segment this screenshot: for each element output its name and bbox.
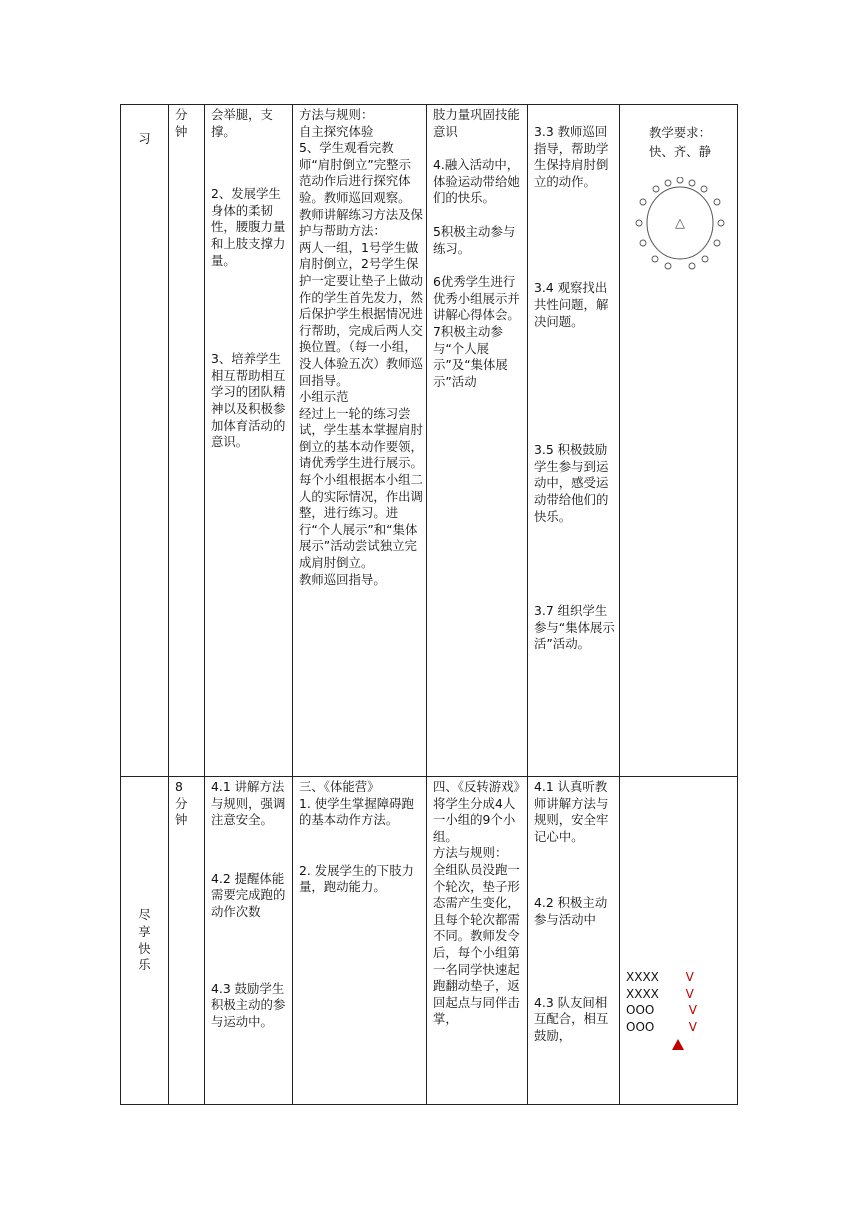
teacher-text: 3.4 观察找出共性问题，解决问题。 <box>534 280 609 329</box>
table-row-enjoy <box>121 777 738 1105</box>
organization-cell <box>620 777 738 1105</box>
teacher-text: 3.7 组织学生参与“集体展示活”活动。 <box>534 603 615 652</box>
requirement-text: 教学要求： 快、齐、静 <box>649 125 711 159</box>
content-cell <box>293 777 427 1105</box>
student-cell <box>427 105 528 777</box>
formation-row: XXXX V <box>626 986 694 1001</box>
teacher-text: 3.3 教师巡回指导，帮助学生保持肩肘倒立的动作。 <box>534 124 609 189</box>
teacher-triangle-icon: △ <box>675 216 685 231</box>
stage-cell: 尽 享 快 乐 <box>121 777 169 1105</box>
student-text: 4.融入活动中，体验运动带给她们的快乐。 <box>433 157 520 206</box>
student-text: 6优秀学生进行优秀小组展示并讲解心得体会。 <box>433 274 520 323</box>
goal-text: 4.1 讲解方法与规则，强调注意安全。 <box>211 779 286 828</box>
goal-text: 2、发展学生身体的柔韧性，腰腹力量和上肢支撑力量。 <box>211 186 286 268</box>
teacher-text: 4.3 队友间相互配合，相互鼓励， <box>534 994 609 1043</box>
student-text: 四、《反转游戏》将学生分成4人一小组的9个小组。 方法与规则： 全组队员没跑一个轮次，垫子形态需产生变化，且每个轮次都需不同。教师发令后，每个小组第一名同学快速起跑翻动垫子，返回起点与同伴击掌， <box>433 779 520 1027</box>
formation-row: OOO V <box>626 1019 697 1034</box>
content-text: 方法与规则： 自主探究体验 5、学生观看完教师“肩肘倒立”完整示范动作后进行探究体验。教师巡回观察。 教师讲解练习方法及保护与帮助方法： 两人一组，1号学生做肩肘倒立，2号学生保护一定要让垫子上做动作的学生首先发力，然后保护学生根据情况进行帮助，完成后两人交换位置。（每一小组，没人体验五次）教师巡回指导。 小组示范 经过上一轮的练习尝试，学生基本掌握肩肘倒立的基本动作要领， 请优秀学生进行展示。每个小组根据本小组二人的实际情况，作出调整，进行练习。进行“个人展示”和“集体展示”活动尝试独立完成肩肘倒立。 教师巡回指导。 <box>299 107 423 587</box>
student-cell <box>427 777 528 1105</box>
formation-row: XXXX V <box>626 970 694 984</box>
team-formation-diagram <box>626 969 734 1050</box>
teacher-marker-icon <box>672 1039 684 1050</box>
teacher-text: 4.2 积极主动参与活动中 <box>534 895 608 927</box>
time-cell: 8 分 钟 <box>169 777 205 1105</box>
goal-text: 3、培养学生相互帮助相互学习的团队精神以及积极参加体育活动的意识。 <box>211 351 286 450</box>
student-text: 肢力量巩固技能意识 <box>433 107 520 139</box>
goal-text: 会举腿，支撑。 <box>211 107 273 139</box>
student-text: 7积极主动参与“个人展示”及“集体展示”活动 <box>433 323 508 389</box>
organization-cell <box>620 105 738 777</box>
table-row-practice <box>121 105 738 777</box>
goals-cell <box>205 105 293 777</box>
goal-text: 4.2 提醒体能需要完成跑的动作次数 <box>211 870 286 919</box>
formation-row: OOO V <box>626 1003 697 1017</box>
teacher-cell <box>528 777 620 1105</box>
lesson-plan-table <box>120 104 738 1105</box>
content-text: 2. 发展学生的下肢力量，跑动能力。 <box>299 862 414 895</box>
teacher-text: 3.5 积极鼓励学生参与到运动中，感受运动带给他们的快乐。 <box>534 442 609 524</box>
content-text: 三、《体能营》 1. 使学生掌握障碍跑的基本动作方法。 <box>299 779 414 828</box>
content-cell <box>293 105 427 777</box>
teacher-cell <box>528 105 620 777</box>
time-cell: 分 钟 <box>169 105 205 777</box>
goal-text: 4.3 鼓励学生积极主动的参与运动中。 <box>211 980 286 1029</box>
teacher-text: 4.1 认真听教师讲解方法与规则，安全牢记心中。 <box>534 779 609 844</box>
student-text: 5积极主动参与练习。 <box>433 223 516 256</box>
goals-cell <box>205 777 293 1105</box>
circle-formation-diagram <box>632 177 728 273</box>
stage-cell: 习 <box>121 105 169 777</box>
